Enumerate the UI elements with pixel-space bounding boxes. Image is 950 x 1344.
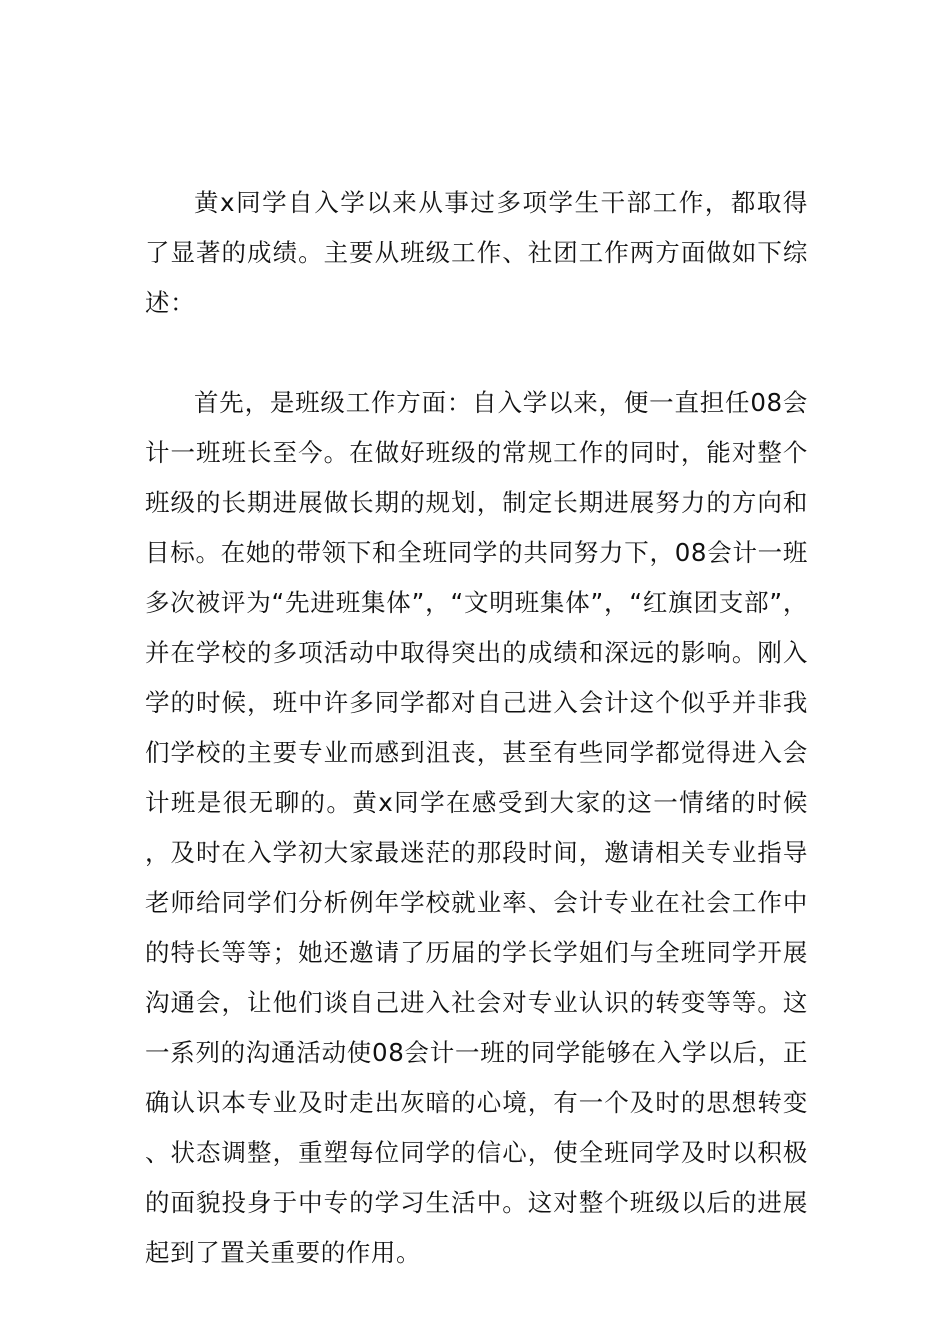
paragraph-class-work: 首先，是班级工作方面：自入学以来，便一直担任08会计一班班长至今。在做好班级的常规工作的同时，能对整个班级的长期进展做长期的规划，制定长期进展努力的方向和目标。在她的带领下和全班同学的共同努力下，08会计一班多次被评为“先进班集体”，“文明班集体”，“红旗团支部”，并在学校的多项活动中取得突出的成绩和深远的影响。刚入学的时候，班中许多同学都对自己进入会计这个似乎并非我们学校的主要专业而感到沮丧，甚至有些同学都觉得进入会计班是很无聊的。黄x同学在感受到大家的这一情绪的时候，及时在入学初大家最迷茫的那段时间，邀请相关专业指导老师给同学们分析例年学校就业率、会计专业在社会工作中的特长等等；她还邀请了历届的学长学姐们与全班同学开展沟通会，让他们谈自己进入社会对专业认识的转变等等。这一系列的沟通活动使08会计一班的同学能够在入学以后，正确认识本专业及时走出灰暗的心境，有一个及时的思想转变、状态调整，重塑每位同学的信心，使全班同学及时以积极的面貌投身于中专的学习生活中。这对整个班级以后的进展起到了置关重要的作用。 bbox=[145, 388, 808, 1267]
paragraph-intro: 黄x同学自入学以来从事过多项学生干部工作，都取得了显著的成绩。主要从班级工作、社团工作两方面做如下综述： bbox=[145, 188, 808, 317]
document-body bbox=[145, 178, 808, 1278]
